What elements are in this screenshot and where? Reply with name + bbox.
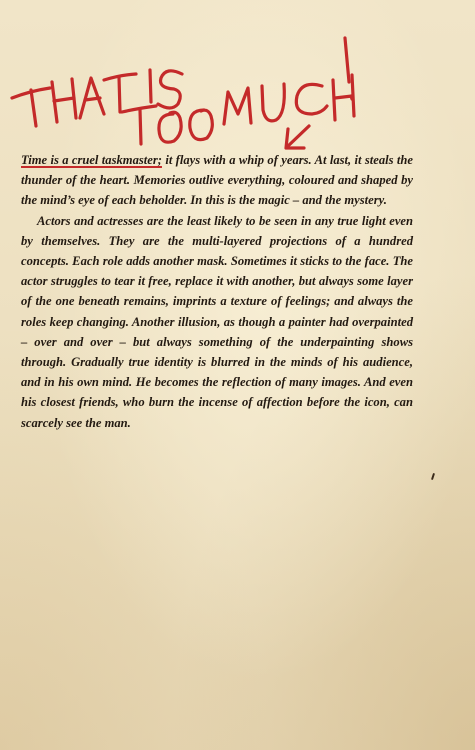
paragraph-1-rest: it flays with a whip of years. At last, it steals the thunder of the heart. Memories outlive everything, coloured and shaped by the mind’s eye of each beholder. In this is the magic – and the mystery. — [21, 153, 413, 208]
page-mark — [431, 473, 435, 480]
paragraph-1 — [21, 150, 413, 211]
annotation-ink — [0, 0, 475, 160]
underlined-phrase: Time is a cruel taskmaster; — [21, 153, 162, 167]
paragraph-2: Actors and actresses are the least likely to be seen in any true light even by themselves. They are the multi-layered projections of a hundred concepts. Each role adds another mask. Sometimes it sticks to the face. The actor struggles to tear it free, replace it with another, but always some layer of the one beneath remains, imprints a texture of feelings; and always the roles keep changing. Another illusion, as though a painter had overpainted – over and over – but always something of the underpainting shows through. Gradually true identity is blurred in the minds of his audience, and in his own mind. He becomes the reflection of many images. And even his closest friends, who burn the incense of affection before the icon, can scarcely see the man. — [21, 213, 413, 430]
handwritten-annotation — [0, 0, 475, 160]
book-passage — [21, 150, 413, 433]
